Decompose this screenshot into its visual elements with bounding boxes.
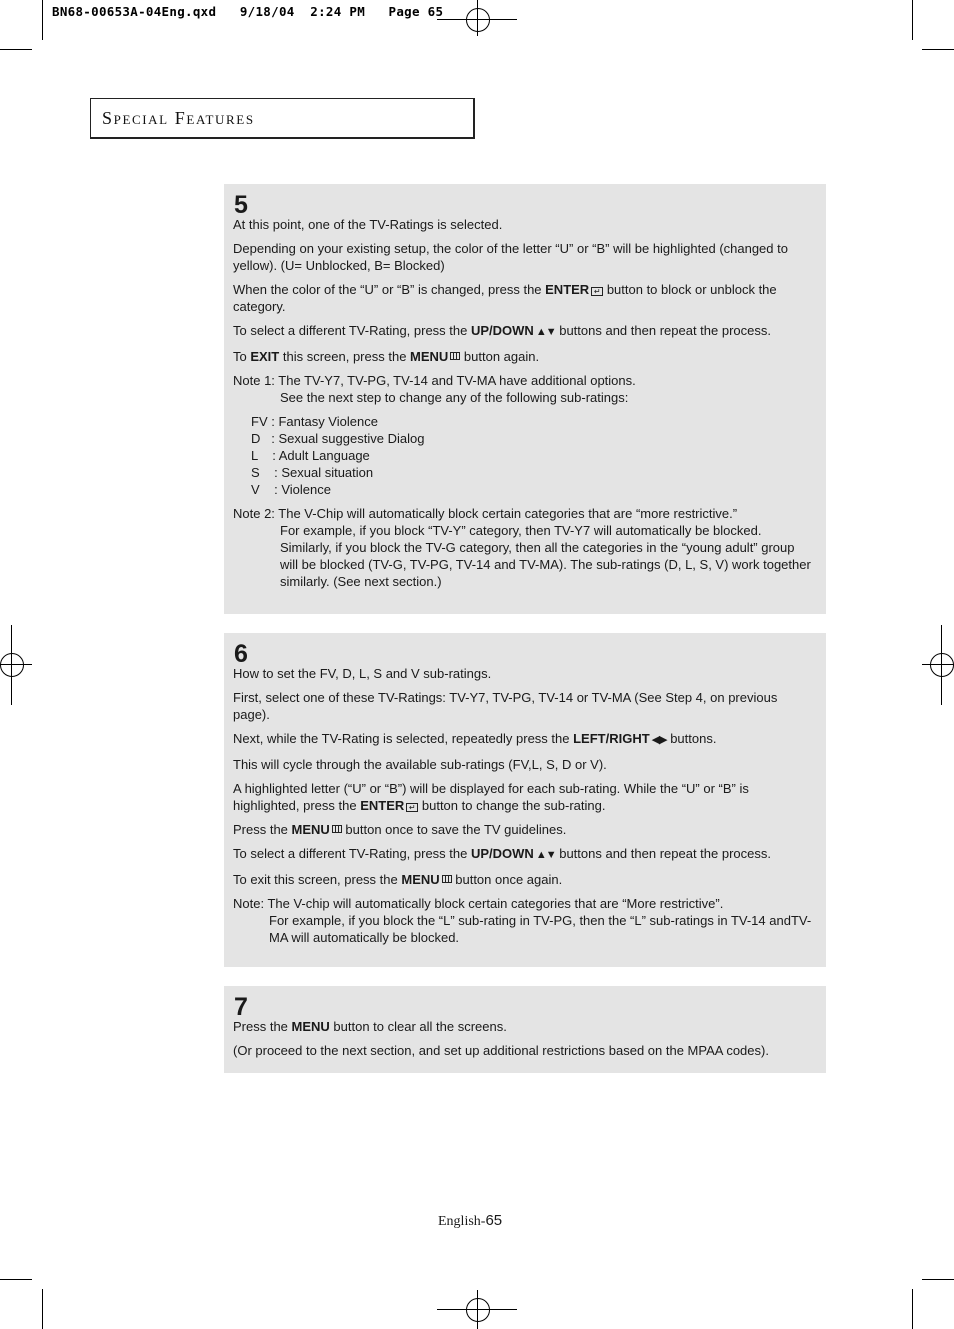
step-7-text: (Or proceed to the next section, and set up additional restrictions based on the MPAA codes). — [233, 1043, 769, 1058]
subrating-item: S : Sexual situation — [251, 465, 374, 480]
step-number: 7 — [234, 993, 248, 1021]
step-6-panel — [224, 633, 826, 967]
step-number: 5 — [234, 191, 248, 219]
step-5-text: To select a different TV-Rating, press the UP/DOWN ▲▼ buttons and then repeat the process. — [233, 323, 771, 338]
up-down-arrows-icon: ▲▼ — [535, 326, 556, 338]
subratings-list — [233, 413, 816, 498]
page-footer — [438, 1212, 502, 1230]
enter-icon: ↵ — [591, 287, 603, 296]
menu-label: MENU — [291, 1019, 330, 1034]
step-6-text: Press the MENU button once to save the TV guidelines. — [233, 822, 567, 837]
step-6-text: Next, while the TV-Rating is selected, repeatedly press the LEFT/RIGHT ◀▶ buttons. — [233, 731, 717, 746]
step-number: 6 — [234, 640, 248, 668]
step-6-text: A highlighted letter (“U” or “B”) will be displayed for each sub-rating. While the “U” or “B” is highlighted, press the ENTER ↵ button to change the sub-rating. — [233, 781, 749, 813]
enter-label: ENTER — [545, 282, 590, 297]
menu-icon — [332, 825, 342, 833]
footer-label: English- — [438, 1214, 486, 1229]
step-5-panel — [224, 184, 826, 614]
leftright-label: LEFT/RIGHT — [573, 731, 650, 746]
step-7-text: Press the MENU button to clear all the screens. — [233, 1019, 507, 1034]
note-2: Note 2: The V-Chip will automatically block certain categories that are “more restrictive.” For example, if you block “TV-Y” category, then TV-Y7 will automatically be blocked. Similarly, if you block the TV-G category, then all the categories in the “young adult” group will be blocked (TV-G, TV-PG, TV-14 and TV-MA). The sub-ratings (D, L, S, V) work together similarly. (See next section.) — [233, 506, 811, 589]
crop-mark — [912, 0, 913, 40]
exit-label: EXIT — [250, 349, 280, 364]
crop-mark — [922, 1279, 954, 1280]
updown-label: UP/DOWN — [470, 846, 534, 861]
menu-icon — [442, 875, 452, 883]
crop-mark — [0, 49, 32, 50]
crop-mark — [912, 1289, 913, 1329]
step-6-text: First, select one of these TV-Ratings: TV-Y7, TV-PG, TV-14 or TV-MA (See Step 4, on previous page). — [233, 690, 778, 722]
subrating-item: L : Adult Language — [251, 448, 370, 463]
subrating-item: V : Violence — [251, 482, 331, 497]
left-right-arrows-icon: ◀▶ — [651, 734, 667, 746]
page-number: 65 — [485, 1212, 503, 1229]
step-6-text: To select a different TV-Rating, press the UP/DOWN ▲▼ buttons and then repeat the process. — [233, 846, 771, 861]
enter-label: ENTER — [360, 798, 405, 813]
subrating-item: D : Sexual suggestive Dialog — [251, 431, 425, 446]
note-1: Note 1: The TV-Y7, TV-PG, TV-14 and TV-MA have additional options. See the next step to change any of the following sub-ratings: — [233, 373, 636, 405]
step-7-panel — [224, 986, 826, 1073]
step-6-text: To exit this screen, press the MENU button once again. — [233, 872, 563, 887]
enter-icon: ↵ — [406, 803, 418, 812]
crop-mark — [42, 1289, 43, 1329]
menu-icon — [450, 352, 460, 360]
menu-label: MENU — [410, 349, 449, 364]
updown-label: UP/DOWN — [470, 323, 534, 338]
print-slug: BN68-00653A-04Eng.qxd 9/18/04 2:24 PM Page 65 — [52, 4, 444, 19]
step-5-text: At this point, one of the TV-Ratings is selected. — [233, 217, 503, 232]
step-6-note: Note: The V-chip will automatically block certain categories that are “More restrictive”. For example, if you block the “L” sub-rating in TV-PG, then the “L” sub-ratings in TV-14 andTV-MA will automatically be blocked. — [233, 896, 812, 945]
step-5-text: When the color of the “U” or “B” is changed, press the ENTER ↵ button to block or unblock the category. — [233, 282, 777, 314]
crop-mark — [42, 0, 43, 40]
crop-mark — [922, 49, 954, 50]
crop-mark — [0, 1279, 32, 1280]
subrating-item: FV : Fantasy Violence — [251, 414, 378, 429]
up-down-arrows-icon: ▲▼ — [535, 849, 556, 861]
menu-label: MENU — [291, 822, 330, 837]
menu-label: MENU — [401, 872, 440, 887]
step-6-text: This will cycle through the available sub-ratings (FV,L, S, D or V). — [233, 757, 607, 772]
section-title: Special Features — [102, 108, 255, 128]
step-5-text: To EXIT this screen, press the MENU button again. — [233, 349, 540, 364]
step-5-text: Depending on your existing setup, the color of the letter “U” or “B” will be highlighted (changed to yellow). (U= Unblocked, B= Blocked) — [233, 241, 788, 273]
step-6-text: How to set the FV, D, L, S and V sub-ratings. — [233, 666, 492, 681]
